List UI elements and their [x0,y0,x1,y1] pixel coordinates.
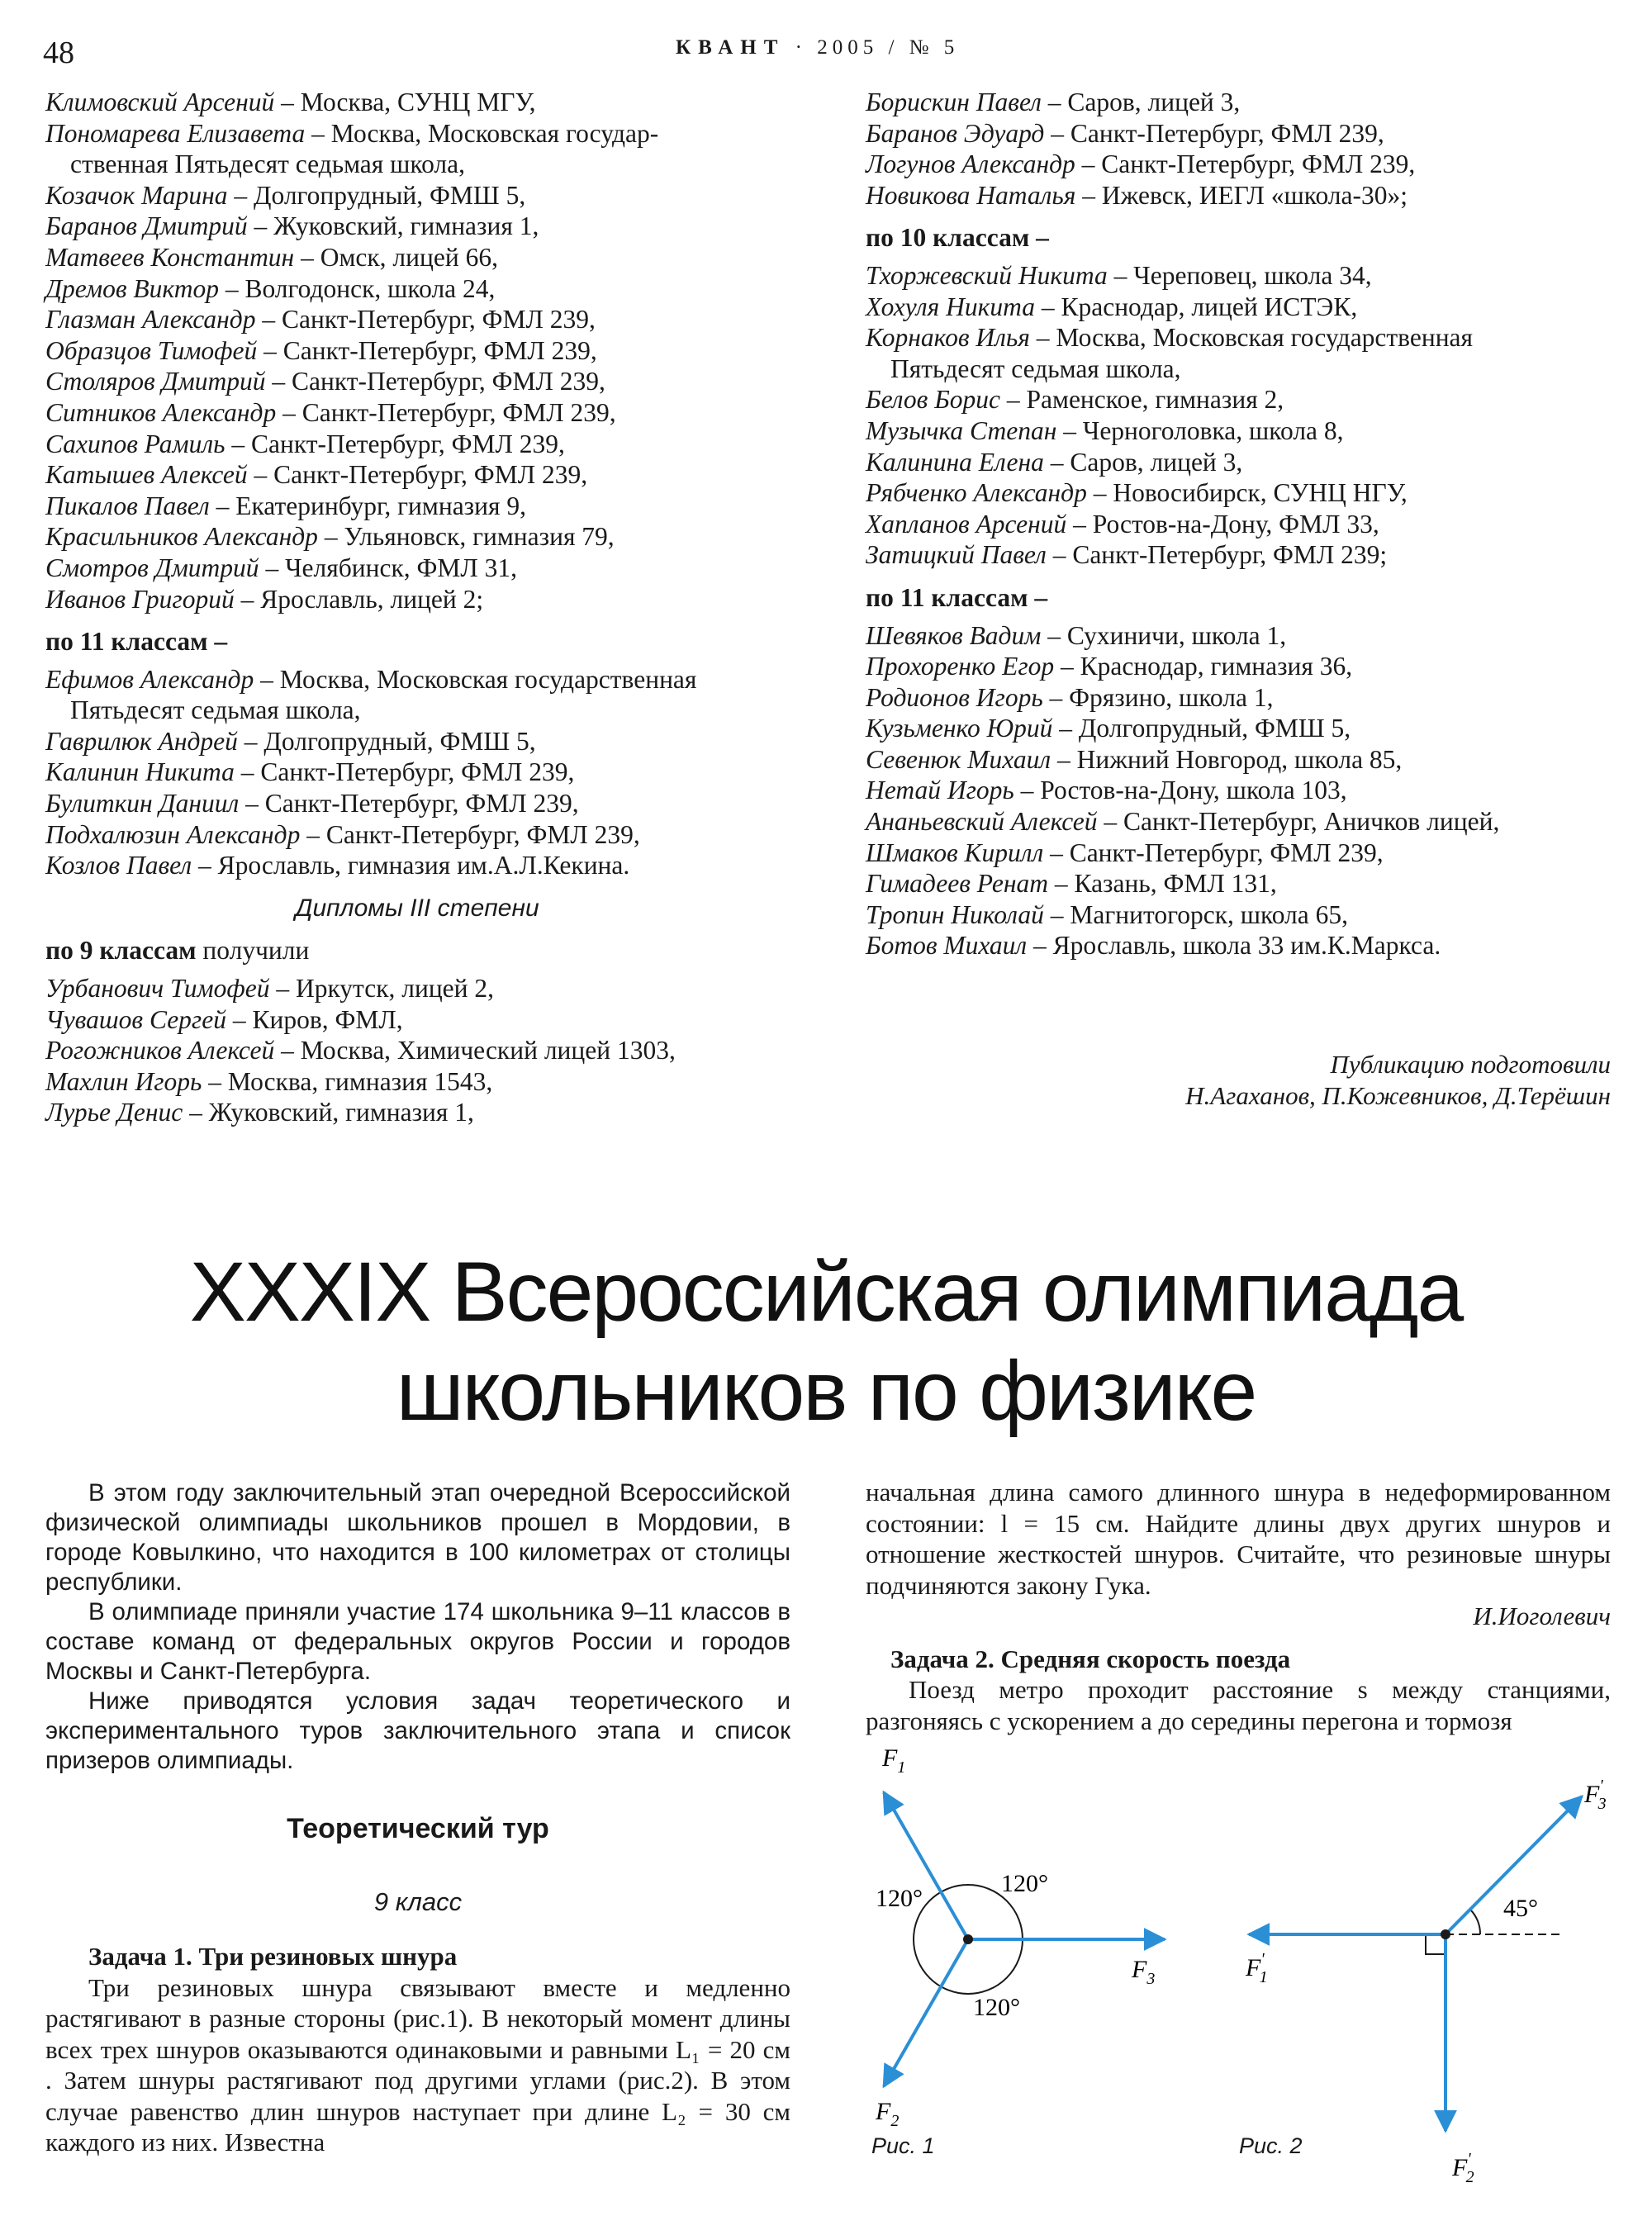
person-name: Калинина Елена [866,447,1044,477]
person-name: Урбанович Тимофей [45,974,270,1004]
affiliation: – Ярославль, лицей 2; [234,584,484,614]
grade11-heading-right: по 11 классам – [866,582,1048,612]
affiliation: – Сухиничи, школа 1, [1041,620,1287,650]
list-item [45,304,789,335]
person-name: Образцов Тимофей [45,335,258,365]
affiliation: – Иркутск, лицей 2, [269,974,495,1004]
list-item [45,1004,789,1036]
person-name: Сахипов Рамиль [45,429,225,458]
person-name: Пономарева Елизавета [45,118,306,148]
issue-number: · 2005 / № 5 [795,36,960,59]
list-item [45,973,789,1004]
list-item [45,788,789,819]
list-item [866,806,1609,838]
affiliation: – Череповец, школа 34, [1107,260,1372,290]
label-f2-prime: F' 2 [1452,2150,1474,2186]
affiliation: – Ижевск, ИЕГЛ «школа-30»; [1075,180,1408,210]
person-name: Дремов Виктор [45,273,219,303]
affiliation: – Москва, Московская государственная [254,664,697,694]
list-item [45,211,789,242]
list-item [866,292,1609,323]
list-item [45,757,789,788]
affiliation: – Санкт-Петербург, ФМЛ 239, [255,305,596,335]
intro-text [45,1478,790,1776]
list-item [45,521,789,553]
angle-arc [1470,1910,1480,1934]
affiliation: – Санкт-Петербург, ФМЛ 239; [1046,540,1388,570]
person-name: Красильников Александр [45,522,318,552]
affiliation: – Нижний Новгород, школа 85, [1051,744,1403,774]
list-item [866,838,1609,869]
person-name: Матвеев Константин [45,242,295,272]
list-item [866,149,1609,180]
person-name: Корнаков Илья [866,323,1030,353]
figure-1-caption: Рис. 1 [871,2133,935,2158]
list-item [45,1066,789,1098]
person-name: Новикова Наталья [866,180,1076,210]
affiliation: – Санкт-Петербург, ФМЛ 239, [1043,838,1384,867]
list-item [866,260,1609,292]
list-item [45,459,789,491]
person-name: Шмаков Кирилл [866,838,1044,867]
list-item [866,180,1609,211]
list-item [45,491,789,522]
list-item [866,899,1609,931]
winners-list-right [866,87,1609,211]
affiliation: – Санкт-Петербург, ФМЛ 239, [300,819,640,849]
list-item [866,384,1609,415]
list-item [866,509,1609,540]
person-name: Нетай Игорь [866,776,1014,805]
credit-line1: Публикацию подготовили [1330,1050,1611,1079]
magazine-name: КВАНТ [676,36,786,59]
label-f3-prime: F' 3 [1584,1777,1607,1813]
angle-label: 120° [973,1994,1020,2021]
page-number: 48 [43,36,74,70]
list-item [45,366,789,397]
grade10-list [866,260,1609,571]
person-name: Кузьменко Юрий [866,714,1053,743]
intro-paragraph: Ниже приводятся условия задач теоретического и экспериментального туров заключительного этапа и список призеров олимпиады. [45,1687,790,1774]
list-item [866,415,1609,447]
person-name: Глазман Александр [45,305,256,335]
grade11-heading-left: по 11 классам – [45,627,228,657]
list-item [45,553,789,584]
person-name: Прохоренко Егор [866,652,1055,681]
task-right [866,1477,1611,1736]
person-name: Рогожников Алексей [45,1036,275,1065]
list-item [866,87,1609,118]
knot-point [1441,1929,1450,1939]
affiliation: – Жуковский, гимназия 1, [247,211,539,241]
list-item [866,713,1609,744]
article-title-line2: школьников по физике [396,1344,1256,1438]
list-item [45,335,789,367]
person-name: Музычка Степан [866,415,1057,445]
person-name: Баранов Дмитрий [45,211,248,241]
label-f3: $F_3$ [1132,1956,1156,1988]
affiliation: – Ульяновск, гимназия 79, [317,522,615,552]
person-name: Логунов Александр [866,149,1075,179]
affiliation: – Москва, Московская государ- [305,118,659,148]
figure-2-caption: Рис. 2 [1239,2133,1303,2158]
figure-1 [875,1744,1165,2130]
affiliation: – Ярославль, гимназия им.А.Л.Кекина. [192,851,630,880]
class-title: 9 класс [373,1887,463,1916]
grade10-heading: по 10 классам – [866,223,1049,253]
grade11-list-left [45,664,789,881]
affiliation-continuation: Пятьдесят седьмая школа, [890,354,1181,383]
affiliation: – Фрязино, школа 1, [1042,682,1274,712]
grade9-heading [45,935,789,966]
person-name: Подхалюзин Александр [45,819,301,849]
affiliation: – Санкт-Петербург, ФМЛ 239, [265,367,605,396]
affiliation: – Москва, Московская государственная [1029,323,1474,353]
affiliation: – Краснодар, лицей ИСТЭК, [1034,292,1358,321]
running-head [676,36,959,59]
figure-2 [1245,1777,1607,2186]
affiliation-continuation: Пятьдесят седьмая школа, [70,695,361,725]
figures-svg [859,1743,1619,2189]
person-name: Чувашов Сергей [45,1004,226,1034]
affiliation: – Новосибирск, СУНЦ НГУ, [1086,478,1408,508]
affiliation: – Ростов-на-Дону, ФМЛ 33, [1066,509,1379,539]
grade9-heading-bold: по 9 классам [45,936,197,966]
credit [1185,1049,1611,1112]
list-item [866,651,1609,682]
list-item [866,322,1609,354]
affiliation: – Казань, ФМЛ 131, [1047,869,1277,899]
list-item [45,664,789,695]
task2-text: Поезд метро проходит расстояние s между станциями, разгоняясь с ускорением a до середины перегона и тормозя [866,1675,1611,1735]
person-name: Лурье Денис [45,1098,183,1127]
affiliation: – Жуковский, гимназия 1, [183,1098,474,1127]
list-item [45,118,789,149]
affiliation: – Санкт-Петербург, ФМЛ 239, [225,429,565,458]
task2-title: Задача 2. Средняя скорость поезда [890,1644,1291,1673]
person-name: Ботов Михаил [866,931,1028,961]
person-name: Тропин Николай [866,899,1044,929]
person-name: Шевяков Вадим [866,620,1042,650]
winners-list-left [45,87,789,615]
list-item [866,868,1609,899]
intro-paragraph: В олимпиаде приняли участие 174 школьника 9–11 классов в составе команд от федеральных округов России и городов Москвы и Санкт-Петербурга. [45,1598,790,1685]
list-item [45,850,789,881]
person-name: Хохуля Никита [866,292,1035,321]
affiliation: – Москва, гимназия 1543, [202,1066,493,1096]
label-f1-prime: F' 1 [1246,1950,1268,1986]
affiliation: – Краснодар, гимназия 36, [1054,652,1353,681]
affiliation: – Омск, лицей 66, [294,242,498,272]
list-item [45,242,789,273]
angle-label: 120° [1001,1870,1048,1897]
affiliation: – Долгопрудный, ФМШ 5, [1052,714,1351,743]
affiliation-continuation: ственная Пятьдесят седьмая школа, [70,149,466,179]
affiliation: – Москва, СУНЦ МГУ, [274,88,536,116]
credit-line2: Н.Агаханов, П.Кожевников, Д.Терёшин [1185,1081,1611,1110]
affiliation: – Санкт-Петербург, ФМЛ 239, [1075,149,1416,179]
person-name: Борискин Павел [866,88,1042,116]
affiliation: – Челябинск, ФМЛ 31, [259,553,518,582]
person-name: Иванов Григорий [45,584,235,614]
affiliation: – Магнитогорск, школа 65, [1043,899,1349,929]
angle-label: 45° [1503,1895,1538,1922]
person-name: Климовский Арсений [45,88,275,116]
task1-left [45,1941,790,2158]
affiliation: – Санкт-Петербург, ФМЛ 239, [257,335,597,365]
task1-text-cont: начальная длина самого длинного шнура в недеформированном состоянии: l = 15 см. Найдите длины двух других шнуров и отношение жесткостей шнуров. Считайте, что резиновые шнуры подчиняются закону Гука. [866,1478,1611,1600]
person-name: Калинин Никита [45,757,235,787]
list-item [45,273,789,305]
affiliation: – Черноголовка, школа 8, [1056,415,1344,445]
affiliation: – Долгопрудный, ФМШ 5, [237,726,536,756]
list-item [45,726,789,757]
person-name: Затицкий Павел [866,540,1047,570]
list-item [45,87,789,118]
left-column-top [45,87,789,1128]
person-name: Ефимов Александр [45,664,254,694]
task1-author: И.Иоголевич [1473,1601,1611,1630]
list-item [866,447,1609,478]
list-item [866,118,1609,149]
affiliation: – Санкт-Петербург, ФМЛ 239, [247,460,588,490]
grade9-heading-rest: получили [196,936,310,966]
person-name: Козлов Павел [45,851,192,880]
person-name: Столяров Дмитрий [45,367,266,396]
force-f1-arrow [884,1792,968,1939]
affiliation: – Ярославль, школа 33 им.К.Маркса. [1027,931,1441,961]
list-item [45,180,789,211]
list-item [866,539,1609,571]
angle-label: 120° [876,1885,923,1912]
right-column-top [866,87,1609,961]
person-name: Козачок Марина [45,180,228,210]
affiliation: – Долгопрудный, ФМШ 5, [227,180,526,210]
list-item [866,620,1609,652]
section-title: Теоретический тур [287,1813,549,1844]
person-name: Ананьевский Алексей [866,807,1098,837]
list-item [866,744,1609,776]
list-item [866,682,1609,714]
affiliation: – Раменское, гимназия 2, [1000,385,1284,415]
person-name: Смотров Дмитрий [45,553,259,582]
person-name: Баранов Эдуард [866,118,1045,148]
affiliation: – Санкт-Петербург, ФМЛ 239, [276,397,616,427]
force-f2-arrow [884,1939,968,2086]
grade11-list-right [866,620,1609,962]
list-item [45,819,789,851]
affiliation: – Саров, лицей 3, [1041,88,1241,116]
affiliation: – Москва, Химический лицей 1303, [274,1036,676,1065]
affiliation: – Волгодонск, школа 24, [218,273,496,303]
knot-point [963,1934,973,1944]
person-name: Махлин Игорь [45,1066,202,1096]
person-name: Булиткин Даниил [45,789,240,819]
affiliation: – Ростов-на-Дону, школа 103, [1014,776,1347,805]
person-name: Пикалов Павел [45,491,210,520]
diploma3-title: Дипломы III степени [295,894,539,922]
affiliation: – Екатеринбург, гимназия 9, [209,491,526,520]
person-name: Гаврилюк Андрей [45,726,238,756]
affiliation: – Киров, ФМЛ, [225,1004,403,1034]
list-item [866,477,1609,509]
article-title-line1: XXXIX Всероссийская олимпиада [189,1245,1463,1339]
person-name: Хапланов Арсений [866,509,1067,539]
label-f1: $F_1$ [882,1744,906,1777]
person-name: Катышев Алексей [45,460,248,490]
person-name: Гимадеев Ренат [866,869,1048,899]
list-item [866,775,1609,806]
task1-text: Три резиновых шнура связывают вместе и медленно растягивают в разные стороны (рис.1). В некоторый момент длины всех трех шнуров оказываются одинаковыми и равными L₁ = 20 см . Затем шнуры растягивают под другими углами (рис.2). В этом случае равенство длин шнуров наступает при длине L₂ = 30 см каждого из них. Известна [45,1972,790,2157]
list-item [45,397,789,429]
list-item [45,584,789,615]
list-item [866,930,1609,961]
list-item [45,1097,789,1128]
affiliation: – Санкт-Петербург, ФМЛ 239, [1044,118,1384,148]
label-f2: $F_2$ [876,2098,900,2130]
affiliation: – Санкт-Петербург, ФМЛ 239, [239,789,579,819]
affiliation: – Санкт-Петербург, ФМЛ 239, [234,757,575,787]
list-item [45,429,789,460]
person-name: Ситников Александр [45,397,277,427]
person-name: Белов Борис [866,385,1001,415]
list-item [45,1035,789,1066]
diploma3-list [45,973,789,1128]
intro-paragraph: В этом году заключительный этап очередной Всероссийской физической олимпиады школьников прошел в Мордовии, в городе Ковылкино, что находится в 100 километрах от столицы республики. [45,1479,790,1596]
person-name: Тхоржевский Никита [866,260,1108,290]
affiliation: – Саров, лицей 3, [1043,447,1243,477]
person-name: Родионов Игорь [866,682,1043,712]
person-name: Севенюк Михаил [866,744,1051,774]
person-name: Рябченко Александр [866,478,1087,508]
affiliation: – Санкт-Петербург, Аничков лицей, [1097,807,1500,837]
task1-title: Задача 1. Три резиновых шнура [88,1942,458,1971]
